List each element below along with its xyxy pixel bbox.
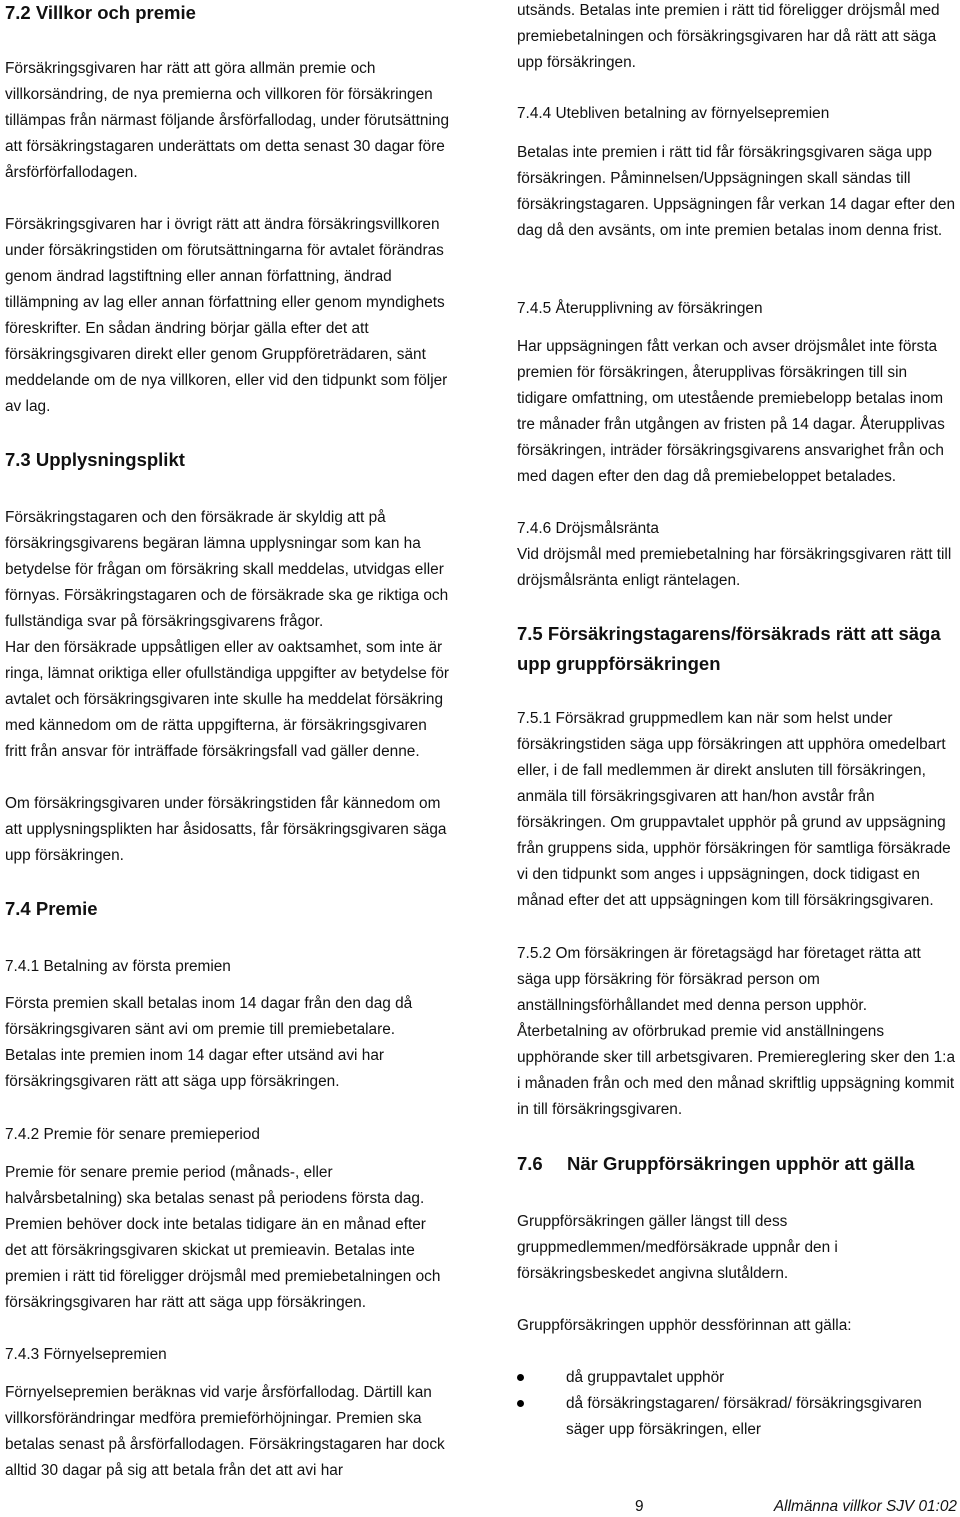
list-item: då gruppavtalet upphör: [517, 1365, 957, 1391]
paragraph: Har uppsägningen fått verkan och avser dröjsmålet inte första premien för försäkringen, återupplivas försäkringen till sin tidigare omfattning, om utestående premiebelopp betalas inom tre månader från utgången av fristen på 14 dagar. Återupplivas försäkringen, inträder försäkringsgivarens ansvarighet från och med dagen efter den dag då premiebeloppet betalades.: [517, 338, 945, 485]
bullet-list: [517, 1365, 957, 1443]
paragraph: 7.5.1 Försäkrad gruppmedlem kan när som helst under försäkringstiden säga upp försäkringen att upphöra omedelbart eller, i de fall medlemmen är direkt ansluten till försäkringen, anmäla till försäkringsgivaren att han/hon avstår från försäkringen. Om gruppavtalet upphör på grund av uppsägning från gruppens sida, upphör försäkringen för samtliga försäkrade vi den tidpunkt som anges i uppsägningen, dock tidigast en månad efter det att uppsägningen kom till försäkringsgivaren.: [517, 710, 951, 909]
section-heading-7-3: 7.3 Upplysningsplikt: [5, 449, 185, 470]
paragraph: Har den försäkrade uppsåtligen eller av oaktsamhet, som inte är ringa, lämnat oriktiga eller ofullständiga uppgifter av betydelse för avtalet och försäkringsgivaren inte skulle ha meddelat försäkring med kännedom om de rätta uppgifterna, är försäkringsgivaren fritt från ansvar för inträffade försäkringsfall vad gäller denne.: [5, 639, 450, 760]
paragraph: 7.5.2 Om försäkringen är företagsägd har företaget rätta att säga upp försäkring för försäkrad person om anställningsförhållandet med denna person upphör.: [517, 945, 921, 1014]
section-heading-7-5: 7.5 Försäkringstagarens/försäkrads rätt att säga upp gruppförsäkringen: [517, 623, 941, 674]
paragraph: utsänds. Betalas inte premien i rätt tid föreligger dröjsmål med premiebetalningen och försäkringsgivaren har då rätt att säga upp försäkringen.: [517, 2, 940, 71]
bullet-icon: [517, 1400, 524, 1407]
document-name: Allmänna villkor SJV 01:02: [773, 1498, 957, 1515]
paragraph: Betalas inte premien i rätt tid får försäkringsgivaren säga upp försäkringen. Påminnelsen/Uppsägningen skall sändas till försäkringstagaren. Uppsägningen får verkan 14 dagar efter den dag då den avsänts, om inte premien betalas inom denna frist.: [517, 144, 956, 239]
paragraph: Förnyelsepremien beräknas vid varje årsförfallodag. Därtill kan villkorsförändringar medföra premieförhöjningar. Premien ska betalas senast på årsförfallodagen. Försäkringstagaren har dock alltid 30 dagar på sig att betala från det att avi har: [5, 1384, 445, 1479]
paragraph: Gruppförsäkringen upphör dessförinnan att gälla:: [517, 1317, 852, 1334]
paragraph: Första premien skall betalas inom 14 dagar från den dag då försäkringsgivaren sänt avi om premie till premiebetalare.: [5, 995, 413, 1038]
subsection-heading: 7.4.1 Betalning av första premien: [5, 958, 231, 975]
subsection-heading: 7.4.5 Återupplivning av försäkringen: [517, 300, 763, 317]
paragraph: Betalas inte premien inom 14 dagar efter utsänd avi har försäkringsgivaren rätt att säga upp försäkringen.: [5, 1047, 385, 1090]
section-title: När Gruppförsäkringen upphör att gälla: [567, 1153, 915, 1174]
subsection-heading: 7.4.3 Förnyelsepremien: [5, 1346, 167, 1363]
paragraph: Premie för senare premie period (månads-, eller halvårsbetalning) ska betalas senast på periodens första dag.: [5, 1164, 425, 1207]
paragraph: Försäkringstagaren och den försäkrade är skyldig att på försäkringsgivarens begäran lämna upplysningar som kan ha betydelse för frågan om försäkring skall meddelas, utvidgas eller förnyas. Försäkringstagaren och de försäkrade ska ge riktiga och fullständiga svar på försäkringsgivarens frågor.: [5, 509, 449, 630]
section-heading-7-2: 7.2 Villkor och premie: [5, 2, 196, 23]
paragraph: Om försäkringsgivaren under försäkringstiden får kännedom om att upplysningsplikten har åsidosatts, får försäkringsgivaren säga upp försäkringen.: [5, 795, 447, 864]
paragraph: Premien behöver dock inte betalas tidigare än en månad efter det att försäkringsgivaren skickat ut premieavin. Betalas inte premien i rätt tid föreligger dröjsmål med premiebetalningen och försäkringsgivaren har rätt att säga upp försäkringen.: [5, 1216, 441, 1311]
section-heading-7-6: [517, 1149, 957, 1179]
paragraph: Försäkringsgivaren har rätt att göra allmän premie och villkorsändring, de nya premierna och villkoren för försäkringen tillämpas från närmast följande årsförfallodag, under förutsättning att försäkringstagaren underättats om detta senast 30 dagar före årsförförfallodagen.: [5, 60, 450, 181]
paragraph: Återbetalning av oförbrukad premie vid anställningens upphörande sker till arbetsgivaren. Premiereglering sker den 1:a i månaden från och med den månad skriftlig uppsägning kommit in till försäkringsgivaren.: [517, 1023, 956, 1118]
list-item: då försäkringstagaren/ försäkrad/ försäkringsgivaren säger upp försäkringen, eller: [517, 1391, 957, 1443]
subsection-heading: 7.4.2 Premie för senare premieperiod: [5, 1126, 260, 1143]
section-number: 7.6: [517, 1153, 543, 1174]
section-heading-7-4: 7.4 Premie: [5, 898, 98, 919]
subsection-heading: 7.4.6 Dröjsmålsränta: [517, 520, 659, 537]
paragraph: Försäkringsgivaren har i övrigt rätt att ändra försäkringsvillkoren under försäkringstiden om förutsättningarna för avtalet förändras genom ändrad lagstiftning eller annan författning, ändrad tillämpning av lag eller annan författning eller genom myndighets föreskrifter. En sådan ändring börjar gälla efter det att försäkringsgivaren direkt eller genom Gruppföreträdaren, sänt meddelande om de nya villkoren, eller vid den tidpunkt som följer av lag.: [5, 216, 448, 415]
page-number: 9: [635, 1498, 644, 1515]
bullet-icon: [517, 1374, 524, 1381]
paragraph: Vid dröjsmål med premiebetalning har försäkringsgivaren rätt till dröjsmålsränta enligt räntelagen.: [517, 546, 952, 589]
subsection-heading: 7.4.4 Utebliven betalning av förnyelsepremien: [517, 105, 830, 122]
paragraph: Gruppförsäkringen gäller längst till dess gruppmedlemmen/medförsäkrade uppnår den i försäkringsbeskedet angivna slutåldern.: [517, 1213, 838, 1282]
